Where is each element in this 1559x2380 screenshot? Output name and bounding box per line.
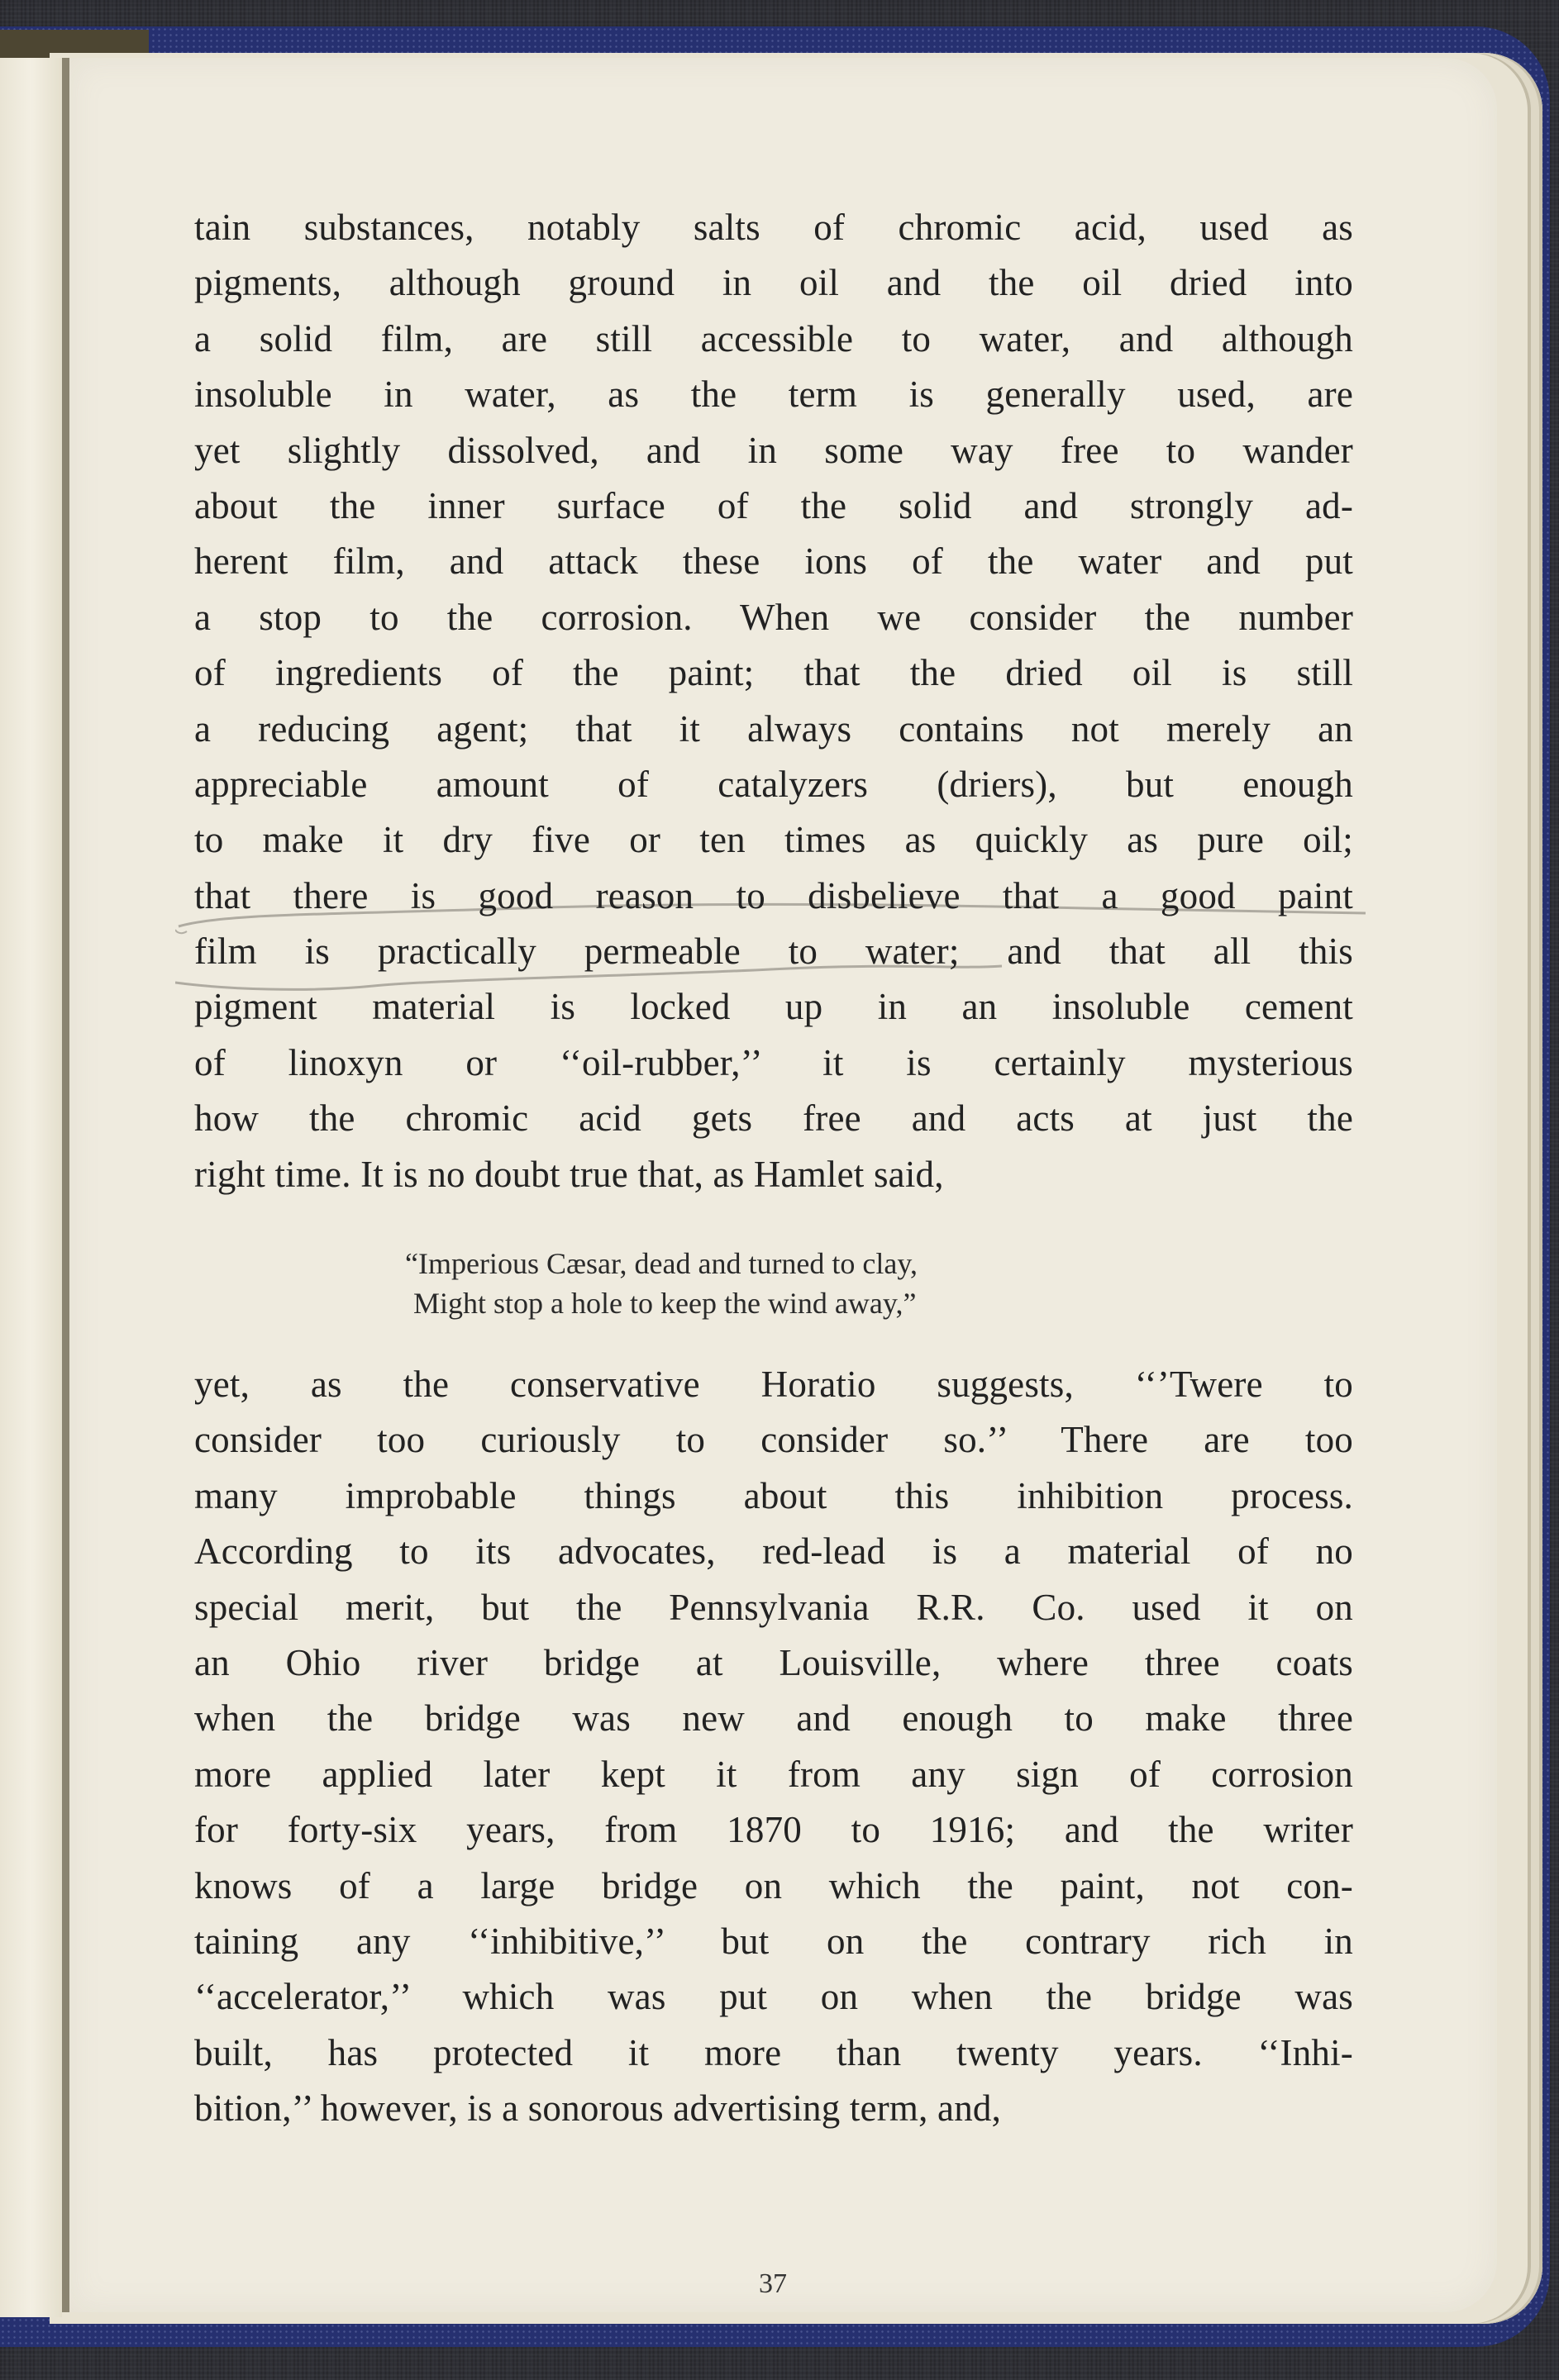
facing-page-sliver (0, 58, 62, 2317)
text-line: knows of a large bridge on which the paint, not con- (194, 1864, 1353, 1906)
text-line: insoluble in water, as the term is generally used, are (194, 374, 1353, 416)
text-line: yet, as the conservative Horatio suggests, ‘‘’Twere to (194, 1364, 1353, 1405)
text-line: built, has protected it more than twenty years. ‘‘Inhi- (194, 2031, 1353, 2073)
book-gutter (62, 58, 69, 2312)
hamlet-quotation (194, 1244, 1353, 1323)
text-line: a reducing agent; that it always contains not merely an (194, 707, 1353, 750)
text-line: special merit, but the Pennsylvania R.R. Co. used it on (194, 1586, 1353, 1628)
text-line: about the inner surface of the solid and strongly ad- (194, 484, 1353, 526)
text-line: more applied later kept it from any sign of corrosion (194, 1753, 1353, 1795)
page-number-text: 37 (759, 2268, 787, 2299)
text-line: herent film, and attack these ions of the water and put (194, 540, 1353, 583)
text-line: appreciable amount of catalyzers (driers), but enough (194, 763, 1353, 805)
text-line: that there is good reason to disbelieve that a good paint (194, 874, 1353, 916)
text-line: According to its advocates, red-lead is a material of no (194, 1530, 1353, 1573)
text-line: film is practically permeable to water; and that all this (194, 931, 1353, 973)
text-line: when the bridge was new and enough to make three (194, 1697, 1353, 1740)
text-line: tain substances, notably salts of chromic acid, used as (194, 207, 1353, 248)
text-line: a solid film, are still accessible to water, and although (194, 317, 1353, 359)
text-line: of ingredients of the paint; that the dried oil is still (194, 652, 1353, 694)
text-line: consider too curiously to consider so.’’ There are too (194, 1419, 1353, 1461)
text-line: an Ohio river bridge at Louisville, where three coats (194, 1641, 1353, 1683)
paragraph-1 (194, 200, 1353, 1202)
text-line: pigment material is locked up in an insoluble cement (194, 986, 1353, 1028)
text-line: many improbable things about this inhibition process. (194, 1474, 1353, 1516)
text-line: how the chromic acid gets free and acts at just the (194, 1097, 1353, 1140)
verse-line: Might stop a hole to keep the wind away,” (413, 1287, 917, 1320)
text-line: yet slightly dissolved, and in some way free to wander (194, 429, 1353, 471)
text-line: to make it dry five or ten times as quickly as pure oil; (194, 819, 1353, 861)
verse-line: “Imperious Cæsar, dead and turned to clay, (405, 1247, 918, 1280)
text-line: a stop to the corrosion. When we consider the number (194, 596, 1353, 638)
text-line: pigments, although ground in oil and the oil dried into (194, 262, 1353, 304)
paragraph-2 (194, 1357, 1353, 2136)
page-number (0, 2268, 1559, 2300)
text-line: of linoxyn or ‘‘oil-rubber,’’ it is certainly mysterious (194, 1041, 1353, 1083)
text-line: right time. It is no doubt true that, as Hamlet said, (194, 1153, 944, 1195)
text-line: taining any ‘‘inhibitive,’’ but on the contrary rich in (194, 1920, 1353, 1962)
text-line: ‘‘accelerator,’’ which was put on when the bridge was (194, 1976, 1353, 2018)
text-line: bition,’’ however, is a sonorous advertising term, and, (194, 2087, 1002, 2130)
text-line: for forty-six years, from 1870 to 1916; and the writer (194, 1809, 1353, 1851)
